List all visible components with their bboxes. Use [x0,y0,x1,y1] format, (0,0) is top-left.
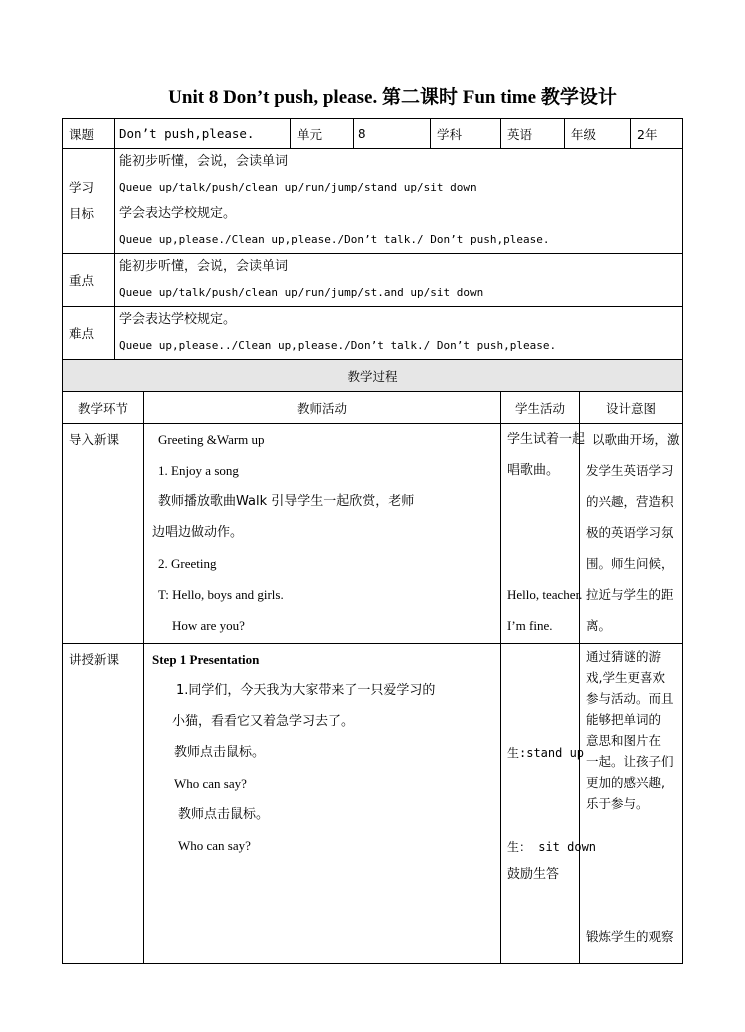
col-stage: 教学环节 [63,392,144,424]
unit-label: 单元 [291,119,354,149]
step-title: Step 1 Presentation [152,652,260,667]
stage-intro-name: 导入新课 [63,424,144,644]
stage-teach-name: 讲授新课 [63,644,144,964]
lesson-plan-table [62,118,683,964]
col-student: 学生活动 [501,392,580,424]
grade-label: 年级 [565,119,631,149]
stage-intro-row [63,424,683,644]
grade-value: 2年 [631,119,683,149]
stage-intro-student: 学生试着一起 唱歌曲。 Hello, teacher. I’m fine. [501,424,580,644]
col-teacher: 教师活动 [144,392,501,424]
goals-label: 学习 目标 [63,149,115,254]
stage-teach-teacher: Step 1 Presentation 1.同学们，今天我为大家带来了一只爱学习的 小猫，看看它又着急学习去了。 教师点击鼠标。 Who can say? 教师点击鼠标。 Who can say? [144,644,501,964]
stage-teach-design: 通过猜谜的游 戏,学生更喜欢 参与活动。而且 能够把单词的 意思和图片在 一起。让孩子们 更加的感兴趣, 乐于参与。 锻炼学生的观察 [580,644,683,964]
page-title: Unit 8 Don’t push, please. 第二课时 Fun time 教学设计 [168,87,617,108]
column-header-row [63,392,683,424]
stage-intro-design: 以歌曲开场，激 发学生英语学习 的兴趣，营造积 极的英语学习氛 围。师生问候， 拉近与学生的距 离。 [580,424,683,644]
lesson-label: 课题 [63,119,115,149]
lesson-value: Don’t push,please. [115,119,291,149]
key-points-content: 能初步听懂，会说，会读单词 Queue up/talk/push/clean up/run/jump/st.and up/sit down [115,254,683,307]
difficulties-content: 学会表达学校规定。 Queue up,please../Clean up,please./Don’t talk./ Don’t push,please. [115,307,683,360]
key-points-row [63,254,683,307]
col-design: 设计意图 [580,392,683,424]
unit-value: 8 [354,119,431,149]
subject-value: 英语 [501,119,565,149]
process-header: 教学过程 [63,360,683,392]
goals-row [63,149,683,254]
stage-teach-row [63,644,683,964]
goals-content: 能初步听懂，会说，会读单词 Queue up/talk/push/clean up/run/jump/stand up/sit down 学会表达学校规定。 Queue up,please./Clean up,please./Don’t talk./ Don’t push,please. [115,149,683,254]
stage-intro-teacher: Greeting &Warm up 1. Enjoy a song 教师播放歌曲Walk 引导学生一起欣赏，老师 边唱边做动作。 2. Greeting T: Hello, boys and girls. How are you? [144,424,501,644]
difficulties-row [63,307,683,360]
key-points-label: 重点 [63,254,115,307]
difficulties-label: 难点 [63,307,115,360]
process-header-row [63,360,683,392]
stage-teach-student: 生:stand up 生： sit down 鼓励生答 [501,644,580,964]
subject-label: 学科 [431,119,501,149]
info-row [63,119,683,149]
design-tail: 锻炼学生的观察 [586,929,674,944]
